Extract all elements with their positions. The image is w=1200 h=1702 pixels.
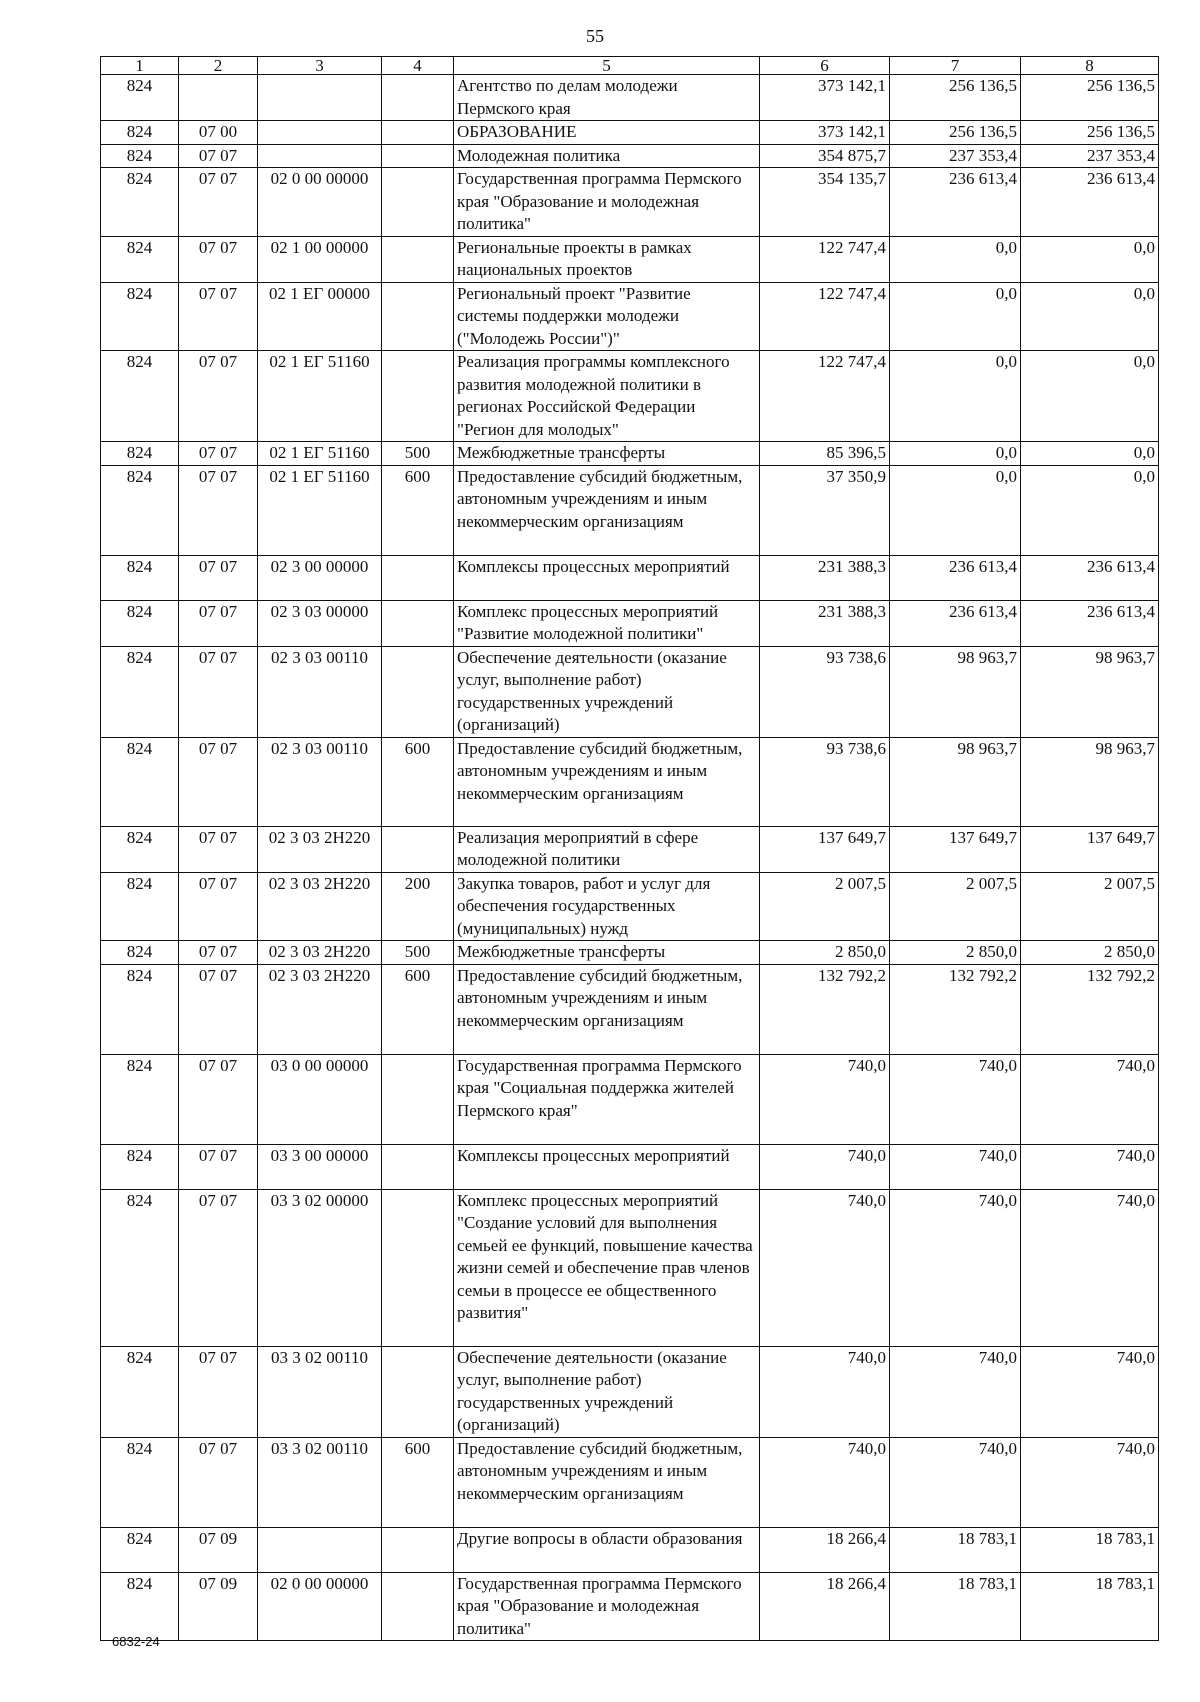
- amount-col6-cell: 373 142,1: [760, 121, 890, 145]
- table-row: [101, 168, 1159, 237]
- target-article-cell: 02 1 ЕГ 51160: [258, 442, 382, 466]
- item-name-cell: Государственная программа Пермского края "Образование и молодежная политика": [454, 168, 760, 237]
- admin-code-cell: 824: [101, 351, 179, 442]
- amount-col6-cell: 740,0: [760, 1189, 890, 1346]
- admin-code-cell: 824: [101, 236, 179, 282]
- section-code-cell: 07 07: [179, 1437, 258, 1527]
- target-article-cell: 02 0 00 00000: [258, 168, 382, 237]
- amount-col8-cell: 18 783,1: [1021, 1527, 1159, 1572]
- column-header-7: 7: [890, 57, 1021, 75]
- amount-col8-cell: 740,0: [1021, 1346, 1159, 1437]
- expense-type-cell: [382, 236, 454, 282]
- admin-code-cell: 824: [101, 941, 179, 965]
- table-row: [101, 600, 1159, 646]
- admin-code-cell: 824: [101, 465, 179, 555]
- target-article-cell: 02 1 ЕГ 51160: [258, 351, 382, 442]
- expense-type-cell: [382, 1346, 454, 1437]
- amount-col7-cell: 0,0: [890, 282, 1021, 351]
- table-row: [101, 75, 1159, 121]
- table-row: [101, 236, 1159, 282]
- expense-type-cell: [382, 351, 454, 442]
- section-code-cell: 07 07: [179, 555, 258, 600]
- section-code-cell: 07 07: [179, 600, 258, 646]
- column-header-2: 2: [179, 57, 258, 75]
- expense-type-cell: [382, 282, 454, 351]
- column-header-6: 6: [760, 57, 890, 75]
- amount-col6-cell: 93 738,6: [760, 737, 890, 826]
- table-body: [101, 75, 1159, 1641]
- amount-col8-cell: 0,0: [1021, 442, 1159, 466]
- expense-type-cell: [382, 555, 454, 600]
- table-row: [101, 144, 1159, 168]
- amount-col7-cell: 98 963,7: [890, 737, 1021, 826]
- item-name-cell: ОБРАЗОВАНИЕ: [454, 121, 760, 145]
- target-article-cell: [258, 75, 382, 121]
- expense-type-cell: [382, 1527, 454, 1572]
- amount-col6-cell: 137 649,7: [760, 826, 890, 872]
- target-article-cell: 02 3 03 00110: [258, 646, 382, 737]
- amount-col6-cell: 18 266,4: [760, 1527, 890, 1572]
- table-row: [101, 826, 1159, 872]
- item-name-cell: Межбюджетные трансферты: [454, 442, 760, 466]
- amount-col6-cell: 373 142,1: [760, 75, 890, 121]
- expense-type-cell: [382, 600, 454, 646]
- amount-col8-cell: 2 850,0: [1021, 941, 1159, 965]
- table-row: [101, 1527, 1159, 1572]
- page-number: 55: [586, 26, 604, 46]
- admin-code-cell: 824: [101, 1572, 179, 1641]
- item-name-cell: Обеспечение деятельности (оказание услуг, выполнение работ) государственных учреждений (организаций): [454, 646, 760, 737]
- admin-code-cell: 824: [101, 75, 179, 121]
- item-name-cell: Реализация мероприятий в сфере молодежной политики: [454, 826, 760, 872]
- admin-code-cell: 824: [101, 442, 179, 466]
- amount-col7-cell: 236 613,4: [890, 168, 1021, 237]
- target-article-cell: [258, 144, 382, 168]
- section-code-cell: 07 07: [179, 646, 258, 737]
- amount-col7-cell: 18 783,1: [890, 1527, 1021, 1572]
- amount-col7-cell: 237 353,4: [890, 144, 1021, 168]
- section-code-cell: 07 07: [179, 964, 258, 1054]
- section-code-cell: 07 07: [179, 168, 258, 237]
- amount-col8-cell: 740,0: [1021, 1189, 1159, 1346]
- item-name-cell: Предоставление субсидий бюджетным, автономным учреждениям и иным некоммерческим организациям: [454, 465, 760, 555]
- amount-col6-cell: 740,0: [760, 1144, 890, 1189]
- section-code-cell: [179, 75, 258, 121]
- target-article-cell: 03 3 02 00110: [258, 1346, 382, 1437]
- amount-col7-cell: 236 613,4: [890, 600, 1021, 646]
- expense-type-cell: [382, 646, 454, 737]
- expense-type-cell: [382, 121, 454, 145]
- amount-col8-cell: 237 353,4: [1021, 144, 1159, 168]
- amount-col7-cell: 0,0: [890, 351, 1021, 442]
- table-row: [101, 1572, 1159, 1641]
- section-code-cell: 07 00: [179, 121, 258, 145]
- section-code-cell: 07 09: [179, 1527, 258, 1572]
- target-article-cell: 02 0 00 00000: [258, 1572, 382, 1641]
- column-header-8: 8: [1021, 57, 1159, 75]
- section-code-cell: 07 07: [179, 941, 258, 965]
- admin-code-cell: 824: [101, 1346, 179, 1437]
- target-article-cell: 02 3 03 2Н220: [258, 941, 382, 965]
- admin-code-cell: 824: [101, 282, 179, 351]
- amount-col7-cell: 0,0: [890, 465, 1021, 555]
- admin-code-cell: 824: [101, 144, 179, 168]
- item-name-cell: Предоставление субсидий бюджетным, автономным учреждениям и иным некоммерческим организациям: [454, 1437, 760, 1527]
- item-name-cell: Комплексы процессных мероприятий: [454, 555, 760, 600]
- expense-type-cell: 600: [382, 964, 454, 1054]
- item-name-cell: Закупка товаров, работ и услуг для обеспечения государственных (муниципальных) нужд: [454, 872, 760, 941]
- table-row: [101, 282, 1159, 351]
- section-code-cell: 07 07: [179, 1189, 258, 1346]
- amount-col8-cell: 236 613,4: [1021, 168, 1159, 237]
- amount-col7-cell: 2 007,5: [890, 872, 1021, 941]
- expense-type-cell: [382, 1054, 454, 1144]
- amount-col8-cell: 740,0: [1021, 1144, 1159, 1189]
- target-article-cell: 02 3 03 2Н220: [258, 964, 382, 1054]
- section-code-cell: 07 09: [179, 1572, 258, 1641]
- table-row: [101, 465, 1159, 555]
- section-code-cell: 07 07: [179, 1346, 258, 1437]
- expense-type-cell: 200: [382, 872, 454, 941]
- target-article-cell: 02 1 ЕГ 00000: [258, 282, 382, 351]
- table-header-row: [101, 57, 1159, 75]
- amount-col6-cell: 740,0: [760, 1437, 890, 1527]
- amount-col7-cell: 137 649,7: [890, 826, 1021, 872]
- amount-col6-cell: 132 792,2: [760, 964, 890, 1054]
- admin-code-cell: 824: [101, 964, 179, 1054]
- amount-col8-cell: 0,0: [1021, 351, 1159, 442]
- expense-type-cell: 600: [382, 465, 454, 555]
- expense-type-cell: [382, 1189, 454, 1346]
- amount-col7-cell: 18 783,1: [890, 1572, 1021, 1641]
- table-row: [101, 1144, 1159, 1189]
- target-article-cell: 02 3 00 00000: [258, 555, 382, 600]
- item-name-cell: Государственная программа Пермского края "Социальная поддержка жителей Пермского края": [454, 1054, 760, 1144]
- item-name-cell: Межбюджетные трансферты: [454, 941, 760, 965]
- item-name-cell: Региональные проекты в рамках национальных проектов: [454, 236, 760, 282]
- amount-col8-cell: 0,0: [1021, 236, 1159, 282]
- admin-code-cell: 824: [101, 555, 179, 600]
- amount-col7-cell: 740,0: [890, 1346, 1021, 1437]
- admin-code-cell: 824: [101, 872, 179, 941]
- amount-col7-cell: 256 136,5: [890, 75, 1021, 121]
- item-name-cell: Комплекс процессных мероприятий "Создание условий для выполнения семьей ее функций, повышение качества жизни семей и обеспечение прав членов семьи в процессе ее общественного развития": [454, 1189, 760, 1346]
- target-article-cell: 02 1 00 00000: [258, 236, 382, 282]
- amount-col6-cell: 122 747,4: [760, 236, 890, 282]
- section-code-cell: 07 07: [179, 465, 258, 555]
- amount-col6-cell: 37 350,9: [760, 465, 890, 555]
- target-article-cell: [258, 1527, 382, 1572]
- amount-col8-cell: 0,0: [1021, 282, 1159, 351]
- target-article-cell: 02 3 03 2Н220: [258, 872, 382, 941]
- target-article-cell: [258, 121, 382, 145]
- target-article-cell: 03 3 00 00000: [258, 1144, 382, 1189]
- amount-col6-cell: 2 007,5: [760, 872, 890, 941]
- admin-code-cell: 824: [101, 1144, 179, 1189]
- amount-col8-cell: 98 963,7: [1021, 646, 1159, 737]
- item-name-cell: Молодежная политика: [454, 144, 760, 168]
- section-code-cell: 07 07: [179, 351, 258, 442]
- item-name-cell: Государственная программа Пермского края "Образование и молодежная политика": [454, 1572, 760, 1641]
- amount-col8-cell: 2 007,5: [1021, 872, 1159, 941]
- target-article-cell: 03 0 00 00000: [258, 1054, 382, 1144]
- document-code: 6832-24: [112, 1634, 160, 1649]
- amount-col7-cell: 2 850,0: [890, 941, 1021, 965]
- section-code-cell: 07 07: [179, 737, 258, 826]
- table-row: [101, 1189, 1159, 1346]
- item-name-cell: Предоставление субсидий бюджетным, автономным учреждениям и иным некоммерческим организациям: [454, 737, 760, 826]
- budget-table: [100, 56, 1159, 1641]
- expense-type-cell: 600: [382, 737, 454, 826]
- amount-col8-cell: 256 136,5: [1021, 75, 1159, 121]
- expense-type-cell: 500: [382, 941, 454, 965]
- target-article-cell: 03 3 02 00000: [258, 1189, 382, 1346]
- expense-type-cell: [382, 826, 454, 872]
- section-code-cell: 07 07: [179, 144, 258, 168]
- amount-col7-cell: 98 963,7: [890, 646, 1021, 737]
- column-header-1: 1: [101, 57, 179, 75]
- amount-col8-cell: 256 136,5: [1021, 121, 1159, 145]
- amount-col7-cell: 740,0: [890, 1054, 1021, 1144]
- amount-col6-cell: 18 266,4: [760, 1572, 890, 1641]
- table-row: [101, 121, 1159, 145]
- item-name-cell: Реализация программы комплексного развития молодежной политики в регионах Российской Федерации "Регион для молодых": [454, 351, 760, 442]
- amount-col8-cell: 132 792,2: [1021, 964, 1159, 1054]
- table-row: [101, 872, 1159, 941]
- amount-col6-cell: 354 135,7: [760, 168, 890, 237]
- admin-code-cell: 824: [101, 646, 179, 737]
- amount-col7-cell: 740,0: [890, 1189, 1021, 1346]
- admin-code-cell: 824: [101, 600, 179, 646]
- amount-col8-cell: 98 963,7: [1021, 737, 1159, 826]
- admin-code-cell: 824: [101, 168, 179, 237]
- admin-code-cell: 824: [101, 737, 179, 826]
- table-row: [101, 964, 1159, 1054]
- amount-col8-cell: 740,0: [1021, 1437, 1159, 1527]
- column-header-4: 4: [382, 57, 454, 75]
- section-code-cell: 07 07: [179, 282, 258, 351]
- table-row: [101, 1346, 1159, 1437]
- amount-col6-cell: 740,0: [760, 1346, 890, 1437]
- item-name-cell: Предоставление субсидий бюджетным, автономным учреждениям и иным некоммерческим организациям: [454, 964, 760, 1054]
- amount-col7-cell: 236 613,4: [890, 555, 1021, 600]
- admin-code-cell: 824: [101, 1437, 179, 1527]
- section-code-cell: 07 07: [179, 872, 258, 941]
- admin-code-cell: 824: [101, 1527, 179, 1572]
- table-row: [101, 646, 1159, 737]
- table-row: [101, 1437, 1159, 1527]
- section-code-cell: 07 07: [179, 442, 258, 466]
- amount-col7-cell: 740,0: [890, 1144, 1021, 1189]
- target-article-cell: 02 3 03 00110: [258, 737, 382, 826]
- amount-col7-cell: 0,0: [890, 236, 1021, 282]
- admin-code-cell: 824: [101, 826, 179, 872]
- item-name-cell: Региональный проект "Развитие системы поддержки молодежи ("Молодежь России")": [454, 282, 760, 351]
- amount-col7-cell: 0,0: [890, 442, 1021, 466]
- item-name-cell: Комплекс процессных мероприятий "Развитие молодежной политики": [454, 600, 760, 646]
- amount-col8-cell: 740,0: [1021, 1054, 1159, 1144]
- table-row: [101, 737, 1159, 826]
- amount-col8-cell: 137 649,7: [1021, 826, 1159, 872]
- table-row: [101, 442, 1159, 466]
- amount-col7-cell: 132 792,2: [890, 964, 1021, 1054]
- item-name-cell: Другие вопросы в области образования: [454, 1527, 760, 1572]
- item-name-cell: Агентство по делам молодежи Пермского края: [454, 75, 760, 121]
- amount-col7-cell: 256 136,5: [890, 121, 1021, 145]
- expense-type-cell: [382, 168, 454, 237]
- column-header-3: 3: [258, 57, 382, 75]
- target-article-cell: 03 3 02 00110: [258, 1437, 382, 1527]
- expense-type-cell: 600: [382, 1437, 454, 1527]
- expense-type-cell: [382, 1572, 454, 1641]
- expense-type-cell: [382, 75, 454, 121]
- target-article-cell: 02 1 ЕГ 51160: [258, 465, 382, 555]
- amount-col8-cell: 18 783,1: [1021, 1572, 1159, 1641]
- amount-col7-cell: 740,0: [890, 1437, 1021, 1527]
- amount-col6-cell: 93 738,6: [760, 646, 890, 737]
- section-code-cell: 07 07: [179, 826, 258, 872]
- section-code-cell: 07 07: [179, 1054, 258, 1144]
- admin-code-cell: 824: [101, 1054, 179, 1144]
- admin-code-cell: 824: [101, 1189, 179, 1346]
- amount-col6-cell: 740,0: [760, 1054, 890, 1144]
- amount-col6-cell: 85 396,5: [760, 442, 890, 466]
- table-row: [101, 1054, 1159, 1144]
- amount-col6-cell: 122 747,4: [760, 351, 890, 442]
- amount-col6-cell: 122 747,4: [760, 282, 890, 351]
- amount-col8-cell: 236 613,4: [1021, 555, 1159, 600]
- item-name-cell: Обеспечение деятельности (оказание услуг, выполнение работ) государственных учреждений (организаций): [454, 1346, 760, 1437]
- admin-code-cell: 824: [101, 121, 179, 145]
- section-code-cell: 07 07: [179, 236, 258, 282]
- table-row: [101, 941, 1159, 965]
- column-header-5: 5: [454, 57, 760, 75]
- amount-col6-cell: 2 850,0: [760, 941, 890, 965]
- expense-type-cell: [382, 1144, 454, 1189]
- amount-col6-cell: 231 388,3: [760, 555, 890, 600]
- amount-col6-cell: 231 388,3: [760, 600, 890, 646]
- table-row: [101, 351, 1159, 442]
- amount-col8-cell: 236 613,4: [1021, 600, 1159, 646]
- target-article-cell: 02 3 03 00000: [258, 600, 382, 646]
- table-row: [101, 555, 1159, 600]
- target-article-cell: 02 3 03 2Н220: [258, 826, 382, 872]
- item-name-cell: Комплексы процессных мероприятий: [454, 1144, 760, 1189]
- section-code-cell: 07 07: [179, 1144, 258, 1189]
- expense-type-cell: [382, 144, 454, 168]
- expense-type-cell: 500: [382, 442, 454, 466]
- amount-col6-cell: 354 875,7: [760, 144, 890, 168]
- amount-col8-cell: 0,0: [1021, 465, 1159, 555]
